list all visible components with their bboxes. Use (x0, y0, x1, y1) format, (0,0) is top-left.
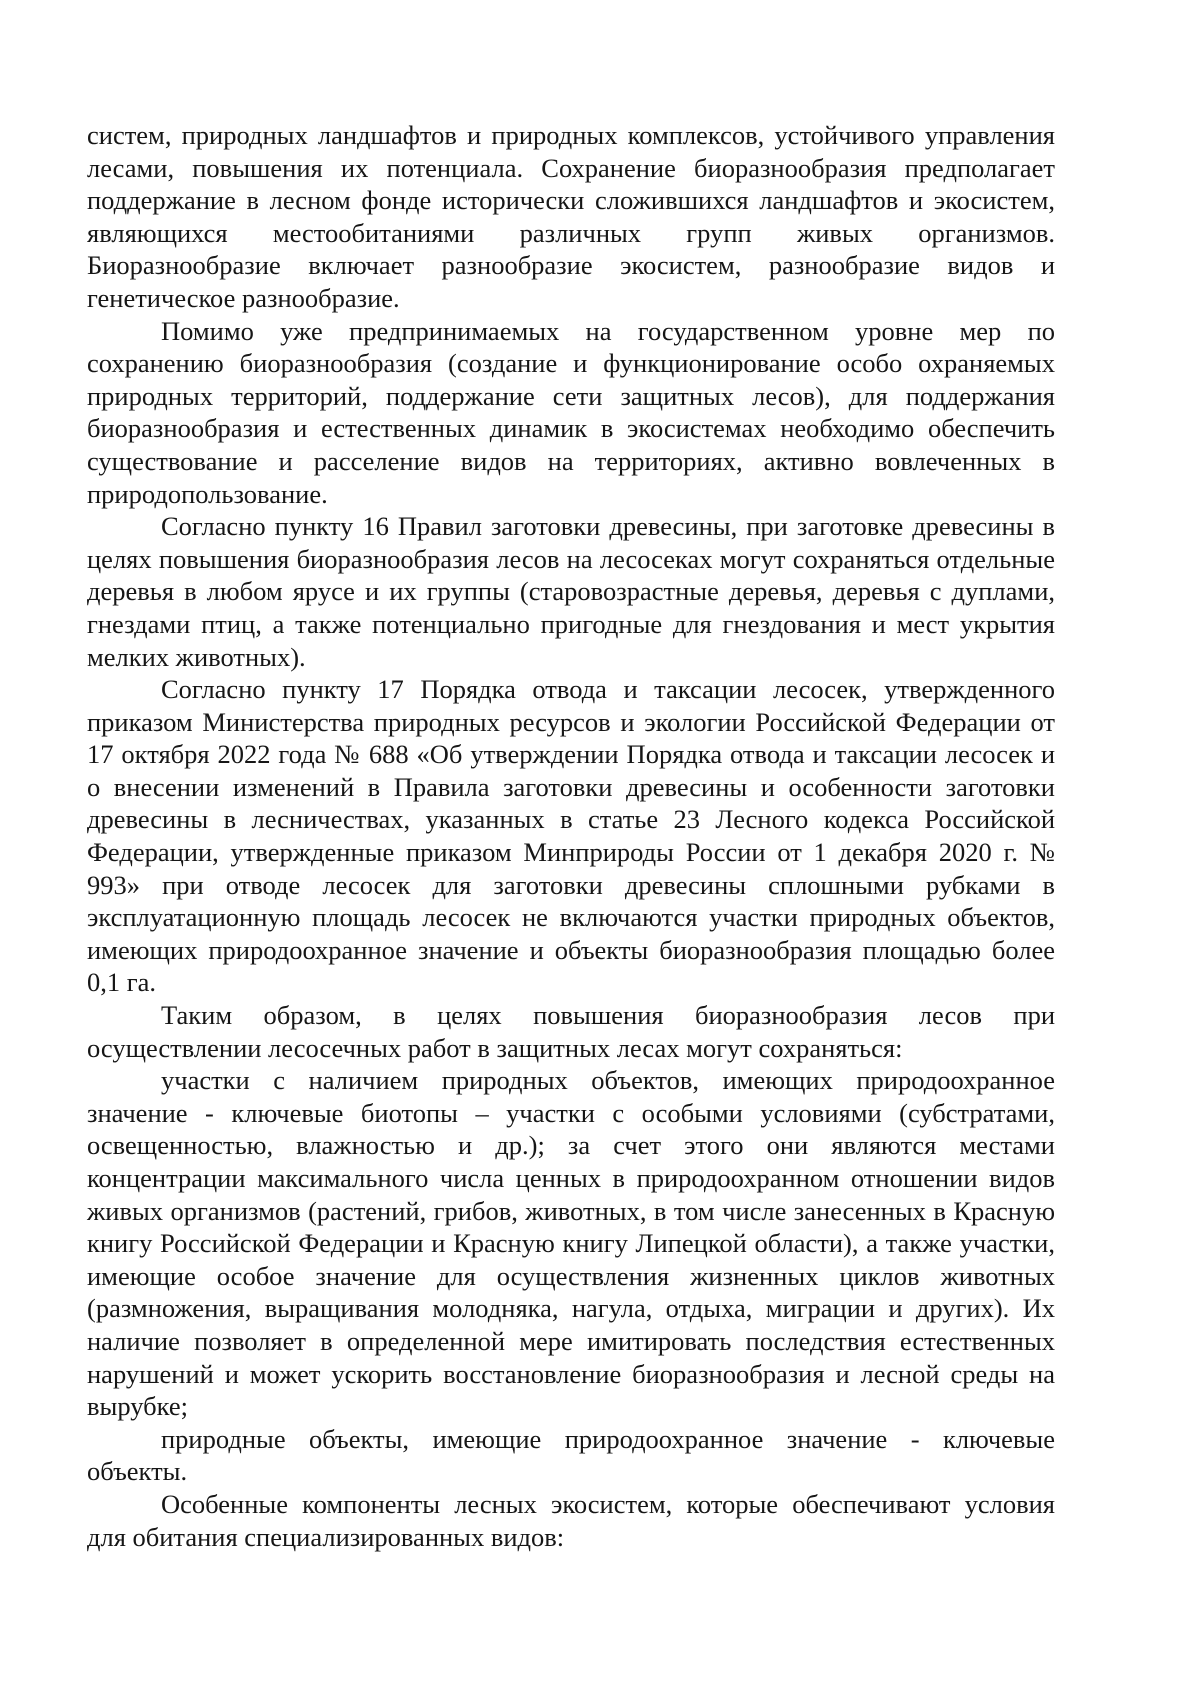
document-body (87, 119, 1055, 1553)
paragraph-conclusion: Таким образом, в целях повышения биоразнообразия лесов при осуществлении лесосечных работ в защитных лесах могут сохраняться: (87, 1000, 1055, 1063)
paragraph-biodiversity-measures: Помимо уже предпринимаемых на государственном уровне мер по сохранению биоразнообразия (создание и функционирование особо охраняемых природных территорий, поддержание сети защитных лесов), для поддержания биоразнообразия и естественных динамик в экосистемах необходимо обеспечить существование и расселение видов на территориях, активно вовлеченных в природопользование. (87, 315, 1055, 509)
paragraph-key-biotopes: участки с наличием природных объектов, имеющих природоохранное значение - ключевые биотопы – участки с особыми условиями (субстратами, освещенностью, влажностью и др.); за счет этого они являются местами концентрации максимального числа ценных в природоохранном отношении видов живых организмов (растений, грибов, животных, в том числе занесенных в Красную книгу Российской Федерации и Красную книгу Липецкой области), а также участки, имеющие особое значение для осуществления жизненных циклов животных (размножения, выращивания молодняка, нагула, отдыха, миграции и других). Их наличие позволяет в определенной мере имитировать последствия естественных нарушений и может ускорить восстановление биоразнообразия и лесной среды на вырубке; (87, 1065, 1055, 1422)
paragraph-rules-point-16: Согласно пункту 16 Правил заготовки древесины, при заготовке древесины в целях повышения биоразнообразия лесов на лесосеках могут сохраняться отдельные деревья в любом ярусе и их группы (старовозрастные деревья, деревья с дуплами, гнездами птиц, а также потенциально пригодные для гнездования и мест укрытия мелких животных). (87, 511, 1055, 672)
paragraph-special-components: Особенные компоненты лесных экосистем, которые обеспечивают условия для обитания специализированных видов: (87, 1488, 1055, 1552)
paragraph-order-point-17: Согласно пункту 17 Порядка отвода и таксации лесосек, утвержденного приказом Министерства природных ресурсов и экологии Российской Федерации от 17 октября 2022 года № 688 «Об утверждении Порядка отвода и таксации лесосек и о внесении изменений в Правила заготовки древесины и особенности заготовки древесины в лесничествах, указанных в статье 23 Лесного кодекса Российской Федерации, утвержденные приказом Минприроды России от 1 декабря 2020 г. № 993» при отводе лесосек для заготовки древесины сплошными рубками в эксплуатационную площадь лесосек не включаются участки природных объектов, имеющих природоохранное значение и объекты биоразнообразия площадью более 0,1 га. (87, 674, 1055, 998)
paragraph-continued: систем, природных ландшафтов и природных комплексов, устойчивого управления лесами, повышения их потенциала. Сохранение биоразнообразия предполагает поддержание в лесном фонде исторически сложившихся ландшафтов и экосистем, являющихся местообитаниями различных групп живых организмов. Биоразнообразие включает разнообразие экосистем, разнообразие видов и генетическое разнообразие. (87, 120, 1055, 313)
paragraph-key-objects: природные объекты, имеющие природоохранное значение - ключевые объекты. (87, 1423, 1055, 1487)
